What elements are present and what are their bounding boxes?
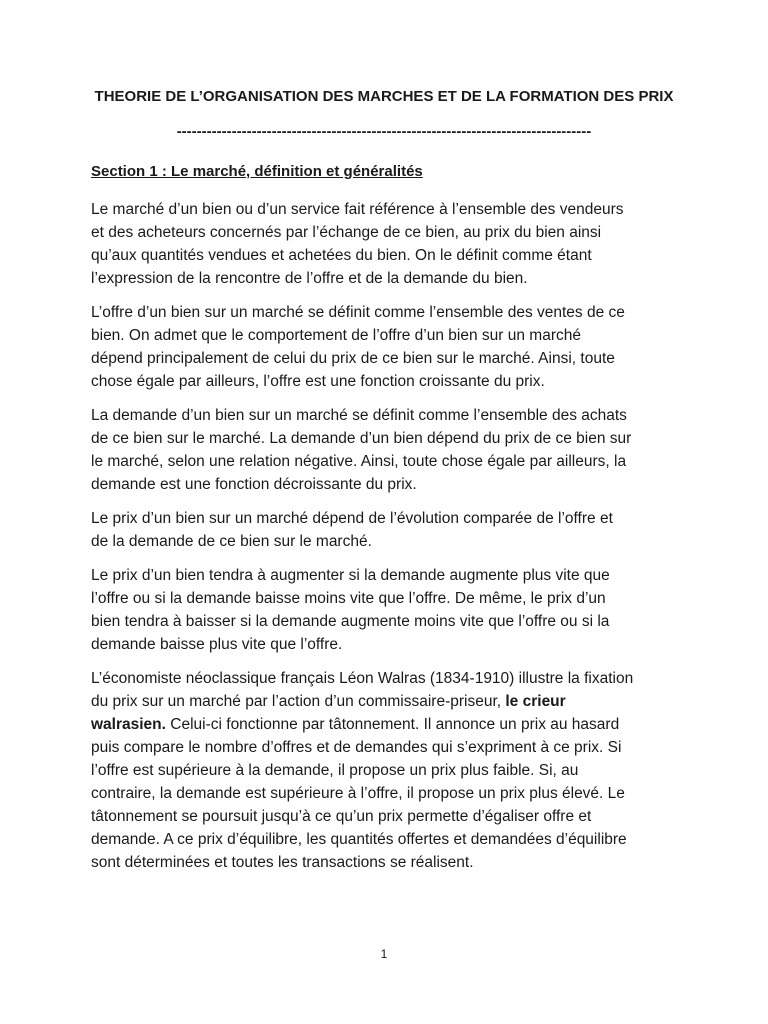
text-line: demande baisse plus vite que l’offre. — [91, 636, 343, 653]
text-line — [91, 713, 681, 736]
text-line: bien. On admet que le comportement de l’offre d’un bien sur un marché — [91, 327, 581, 344]
text-line: bien tendra à baisser si la demande augmente moins vite que l’offre ou si la — [91, 613, 610, 630]
page-number: 1 — [380, 947, 388, 961]
section-heading: Section 1 : Le marché, définition et généralités — [91, 163, 423, 180]
text-line: le marché, selon une relation négative. Ainsi, toute chose égale par ailleurs, la — [91, 453, 627, 470]
text-line: tâtonnement se poursuit jusqu’à ce qu’un prix permette d’égaliser offre et — [91, 808, 592, 825]
paragraph-price — [91, 507, 681, 553]
text-line: L’offre d’un bien sur un marché se définit comme l’ensemble des ventes de ce — [91, 304, 625, 321]
text-line: demande. A ce prix d’équilibre, les quantités offertes et demandées d’équilibre — [91, 831, 627, 848]
text-line: Le prix d’un bien sur un marché dépend de l’évolution comparée de l’offre et — [91, 510, 613, 527]
text-line: dépend principalement de celui du prix de ce bien sur le marché. Ainsi, toute — [91, 350, 615, 367]
text-line: de ce bien sur le marché. La demande d’un bien dépend du prix de ce bien sur — [91, 430, 632, 447]
text-span: du prix sur un marché par l’action d’un commissaire-priseur, — [91, 693, 506, 710]
text-line: l’offre ou si la demande baisse moins vite que l’offre. De même, le prix d’un — [91, 590, 606, 607]
text-line: chose égale par ailleurs, l’offre est une fonction croissante du prix. — [91, 373, 545, 390]
text-line — [91, 690, 681, 713]
text-line: L’économiste néoclassique français Léon Walras (1834-1910) illustre la fixation — [91, 670, 634, 687]
text-line: de la demande de ce bien sur le marché. — [91, 533, 372, 550]
document-title: THEORIE DE L’ORGANISATION DES MARCHES ET DE LA FORMATION DES PRIX — [94, 88, 674, 105]
document-body — [91, 198, 681, 885]
paragraph-demand — [91, 404, 681, 496]
text-line: sont déterminées et toutes les transactions se réalisent. — [91, 854, 474, 871]
paragraph-supply — [91, 301, 681, 393]
paragraph-market-definition — [91, 198, 681, 290]
text-span: Celui-ci fonctionne par tâtonnement. Il annonce un prix au hasard — [165, 716, 620, 733]
paragraph-walras — [91, 667, 681, 874]
emphasis-walrasien: walrasien. — [91, 716, 166, 733]
text-line: et des acheteurs concernés par l’échange de ce bien, au prix du bien ainsi — [91, 224, 602, 241]
text-line: La demande d’un bien sur un marché se définit comme l’ensemble des achats — [91, 407, 627, 424]
text-line: demande est une fonction décroissante du prix. — [91, 476, 417, 493]
text-line: contraire, la demande est supérieure à l’offre, il propose un prix plus élevé. Le — [91, 785, 625, 802]
text-line: l’offre est supérieure à la demande, il propose un prix plus faible. Si, au — [91, 762, 579, 779]
text-line: puis compare le nombre d’offres et de demandes qui s’expriment à ce prix. Si — [91, 739, 622, 756]
paragraph-price-trend — [91, 564, 681, 656]
text-line: Le prix d’un bien tendra à augmenter si la demande augmente plus vite que — [91, 567, 610, 584]
separator-line: ----------------------------------------------------------------------------------- — [176, 123, 592, 140]
text-line: qu’aux quantités vendues et achetées du bien. On le définit comme étant — [91, 247, 592, 264]
text-line: l’expression de la rencontre de l’offre et de la demande du bien. — [91, 270, 528, 287]
emphasis-crieur: le crieur — [505, 693, 566, 710]
text-line: Le marché d’un bien ou d’un service fait référence à l’ensemble des vendeurs — [91, 201, 624, 218]
